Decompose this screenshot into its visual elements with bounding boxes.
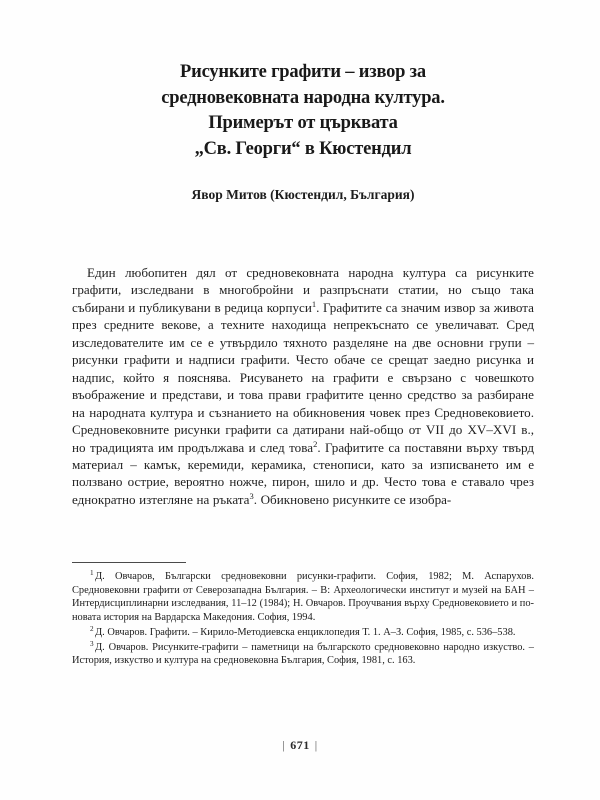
body-segment-3: . Графитите са поставяни върху твърд материал – камък, керемиди, керамика, стенописи, като за изписването им е ползвано острие, вероятно ножче, пирон, шило и др. Често това е ставало чрез еднократно изтегляне на ръката bbox=[72, 439, 534, 507]
footnote-text: Д. Овчаров. Графити. – Кирило-Методиевска енциклопедия Т. 1. А–З. София, 1985, с. 536–538. bbox=[95, 626, 516, 638]
footnote-separator bbox=[72, 562, 186, 563]
footnote-ref-3[interactable]: 3 bbox=[249, 490, 254, 501]
body-text bbox=[72, 264, 534, 508]
footnote-text: Д. Овчаров, Български средновековни рисунки-графити. София, 1982; М. Аспарухов. Средновековни графити от Северозападна България. – В: Археологически институт и музей на БАН – Интердисциплинарни изследвания, 11–12 (1984); Н. Овчаров. Проучвания върху Средновековието и по-новата история на Вардарска Македония. София, 1994. bbox=[72, 571, 534, 623]
body-paragraph bbox=[72, 264, 534, 508]
footnote-item bbox=[72, 570, 534, 624]
article-title bbox=[72, 60, 534, 162]
footnote-ref-2[interactable]: 2 bbox=[313, 438, 318, 449]
footnote-ref-1[interactable]: 1 bbox=[311, 298, 317, 309]
footnote-item bbox=[72, 641, 534, 668]
footnote-marker: 3 bbox=[90, 639, 94, 648]
page-number-bar-right: | bbox=[314, 738, 318, 752]
author-name: Явор Митов (Кюстендил, България) bbox=[191, 187, 415, 202]
footnote-marker: 2 bbox=[90, 624, 94, 633]
page-number bbox=[0, 738, 600, 753]
footnote-item bbox=[72, 626, 534, 640]
body-segment-1: Един любопитен дял от средновековната народна култура са рисунките графити, изследвани в многобройни и разпръснати статии, но също така събирани и публикувани в редица корпуси bbox=[72, 265, 534, 315]
title-line-4: „Св. Георги“ в Кюстендил bbox=[194, 138, 412, 159]
title-line-1: Рисунките графити – извор за bbox=[180, 62, 426, 82]
footnote-text: Д. Овчаров. Рисунките-графити – паметници на българското средновековно народно изкуство. – История, изкуство и култура на средновековна България, София, 1981, с. 163. bbox=[72, 641, 534, 667]
footnote-marker: 1 bbox=[90, 569, 94, 577]
body-segment-2: . Графитите са значим извор за живота през средните векове, а техните находища непрекъснато се увеличават. Сред изследователите им се е утвърдило тяхното разделяне на две основни групи – рисунки графити и надписи графити. Често обаче се срещат заедно рисунка и надпис, който я пояснява. Рисуването на графити е свързано с човешкото въображение и представи, и това прави графитите ценно средство за разбиране на народната култура и съзнанието на обикновения човек през Средновековието. Средновековните рисунки графити са датирани най-общо от VII до XV–XVI в., но традицията им продължава и след това bbox=[72, 299, 534, 455]
page-number-value: 671 bbox=[290, 738, 310, 752]
body-segment-4: . Обикновено рисунките се изобра- bbox=[253, 491, 452, 507]
title-line-3: Примерът от църквата bbox=[208, 113, 398, 133]
title-line-2: средновековната народна култура. bbox=[161, 87, 445, 108]
author-block bbox=[72, 186, 534, 204]
footnotes-section bbox=[72, 570, 534, 669]
page-number-bar-left: | bbox=[282, 738, 286, 752]
